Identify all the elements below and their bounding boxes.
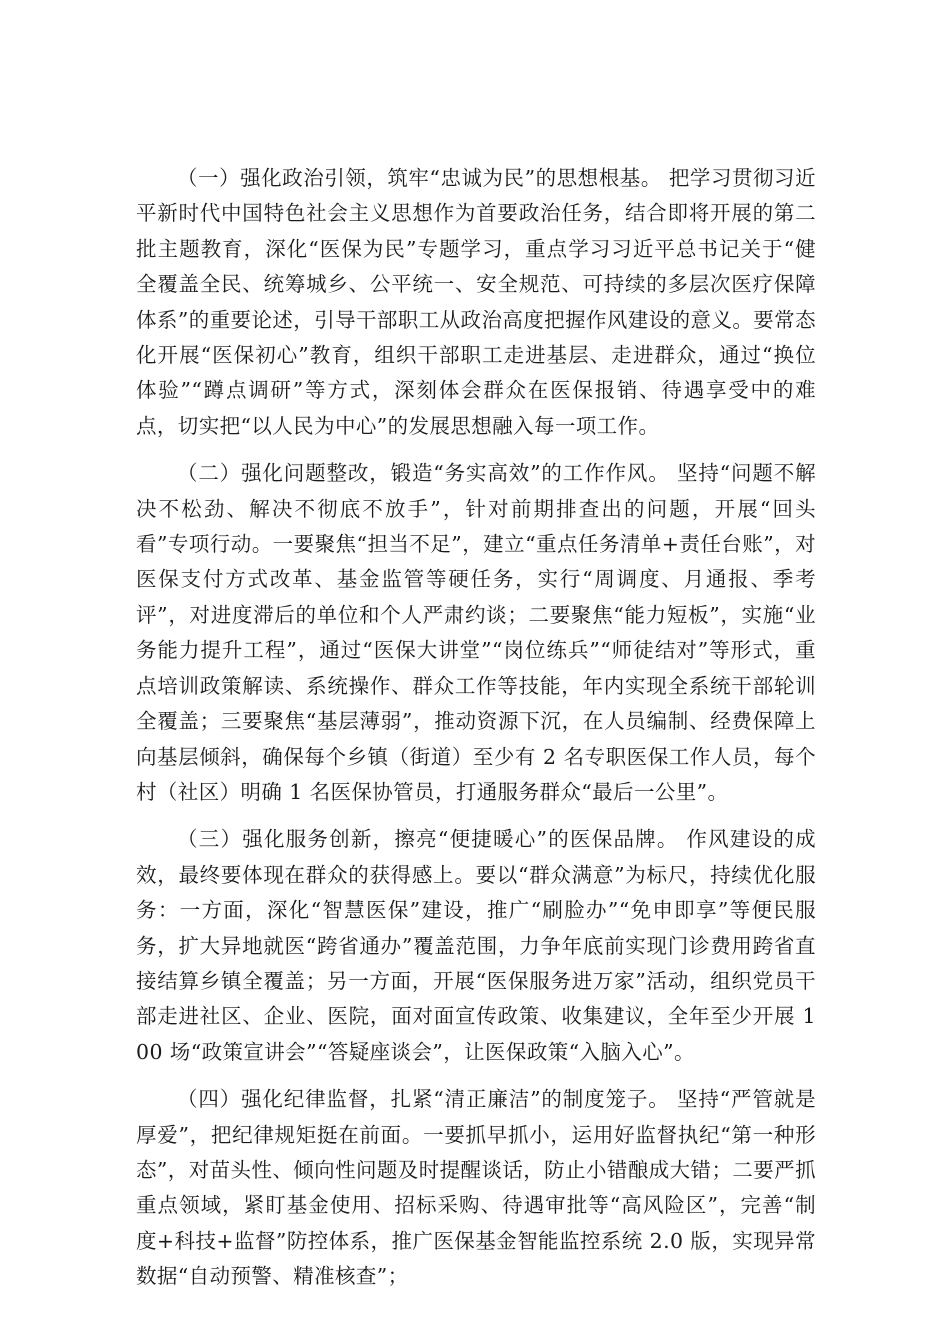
paragraph-1: （一）强化政治引领，筑牢“忠诚为民”的思想根基。 把学习贯彻习近平新时代中国特色社会主义思想作为首要政治任务，结合即将开展的第二批主题教育，深化“医保为民”专题学习，重点学习习近平总书记关于“健全覆盖全民、统筹城乡、公平统一、安全规范、可持续的多层次医疗保障体系”的重要论述，引导干部职工从政治高度把握作风建设的意义。要常态化开展“医保初心”教育，组织干部职工走进基层、走进群众，通过“换位体验”“蹲点调研”等方式，深刻体会群众在医保报销、待遇享受中的难点，切实把“以人民为中心”的发展思想融入每一项工作。 <box>136 166 816 438</box>
paragraph-4: （四）强化纪律监督，扎紧“清正廉洁”的制度笼子。 坚持“严管就是厚爱”，把纪律规矩挺在前面。一要抓早抓小，运用好监督执纪“第一种形态”，对苗头性、倾向性问题及时提醒谈话，防止小错酿成大错；二要严抓重点领域，紧盯基金使用、招标采购、待遇审批等“高风险区”，完善“制度+科技+监督”防控体系，推广医保基金智能监控系统 2.0 版，实现异常数据“自动预警、精准核查”； <box>136 1087 816 1289</box>
paragraph-2: （二）强化问题整改，锻造“务实高效”的工作作风。 坚持“问题不解决不松劲、解决不彻底不放手”，针对前期排查出的问题，开展“回头看”专项行动。一要聚焦“担当不足”，建立“重点任务清单+责任台账”，对医保支付方式改革、基金监管等硬任务，实行“周调度、月通报、季考评”，对进度滞后的单位和个人严肃约谈；二要聚焦“能力短板”，实施“业务能力提升工程”，通过“医保大讲堂”“岗位练兵”“师徒结对”等形式，重点培训政策解读、系统操作、群众工作等技能，年内实现全系统干部轮训全覆盖；三要聚焦“基层薄弱”，推动资源下沉，在人员编制、经费保障上向基层倾斜，确保每个乡镇（街道）至少有 2 名专职医保工作人员，每个村（社区）明确 1 名医保协管员，打通服务群众“最后一公里”。 <box>136 461 816 804</box>
document-body <box>136 161 816 1307</box>
paragraph-3: （三）强化服务创新，擦亮“便捷暖心”的医保品牌。 作风建设的成效，最终要体现在群众的获得感上。要以“群众满意”为标尺，持续优化服务：一方面，深化“智慧医保”建设，推广“刷脸办”“免申即享”等便民服务，扩大异地就医“跨省通办”覆盖范围，力争年底前实现门诊费用跨省直接结算乡镇全覆盖；另一方面，开展“医保服务进万家”活动，组织党员干部走进社区、企业、医院，面对面宣传政策、收集建议，全年至少开展 100 场“政策宣讲会”“答疑座谈会”，让医保政策“入脑入心”。 <box>136 827 816 1064</box>
